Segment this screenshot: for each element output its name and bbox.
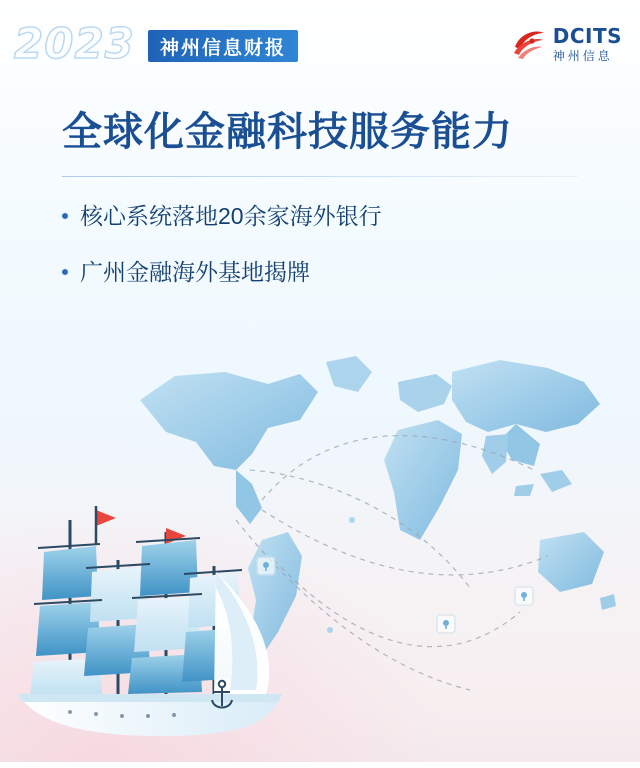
highlight-list [0,199,640,289]
page-title: 全球化金融科技服务能力 [62,110,513,154]
list-item-label: 核心系统落地20余家海外银行 [80,203,382,229]
bottom-border [0,762,640,768]
report-badge-label: 神州信息财报 [160,37,287,59]
logo-text-block [553,26,622,62]
top-border [0,0,640,3]
sailing-ship-illustration [18,506,282,736]
year-label: 2023 [14,19,135,68]
company-logo [512,26,622,62]
title-divider [62,176,578,177]
ship-flags [96,506,186,544]
dcits-swoosh-icon [512,27,546,61]
main-content [0,104,640,311]
report-badge [148,30,298,62]
list-item [62,255,640,289]
bullet-dot-icon [62,269,68,275]
bullet-dot-icon [62,213,68,219]
logo-chinese-name: 神州信息 [552,49,613,63]
header [0,0,640,86]
list-item [62,199,640,233]
logo-english-name: DCITS [552,24,622,48]
list-item-label: 广州金融海外基地揭牌 [80,259,310,285]
